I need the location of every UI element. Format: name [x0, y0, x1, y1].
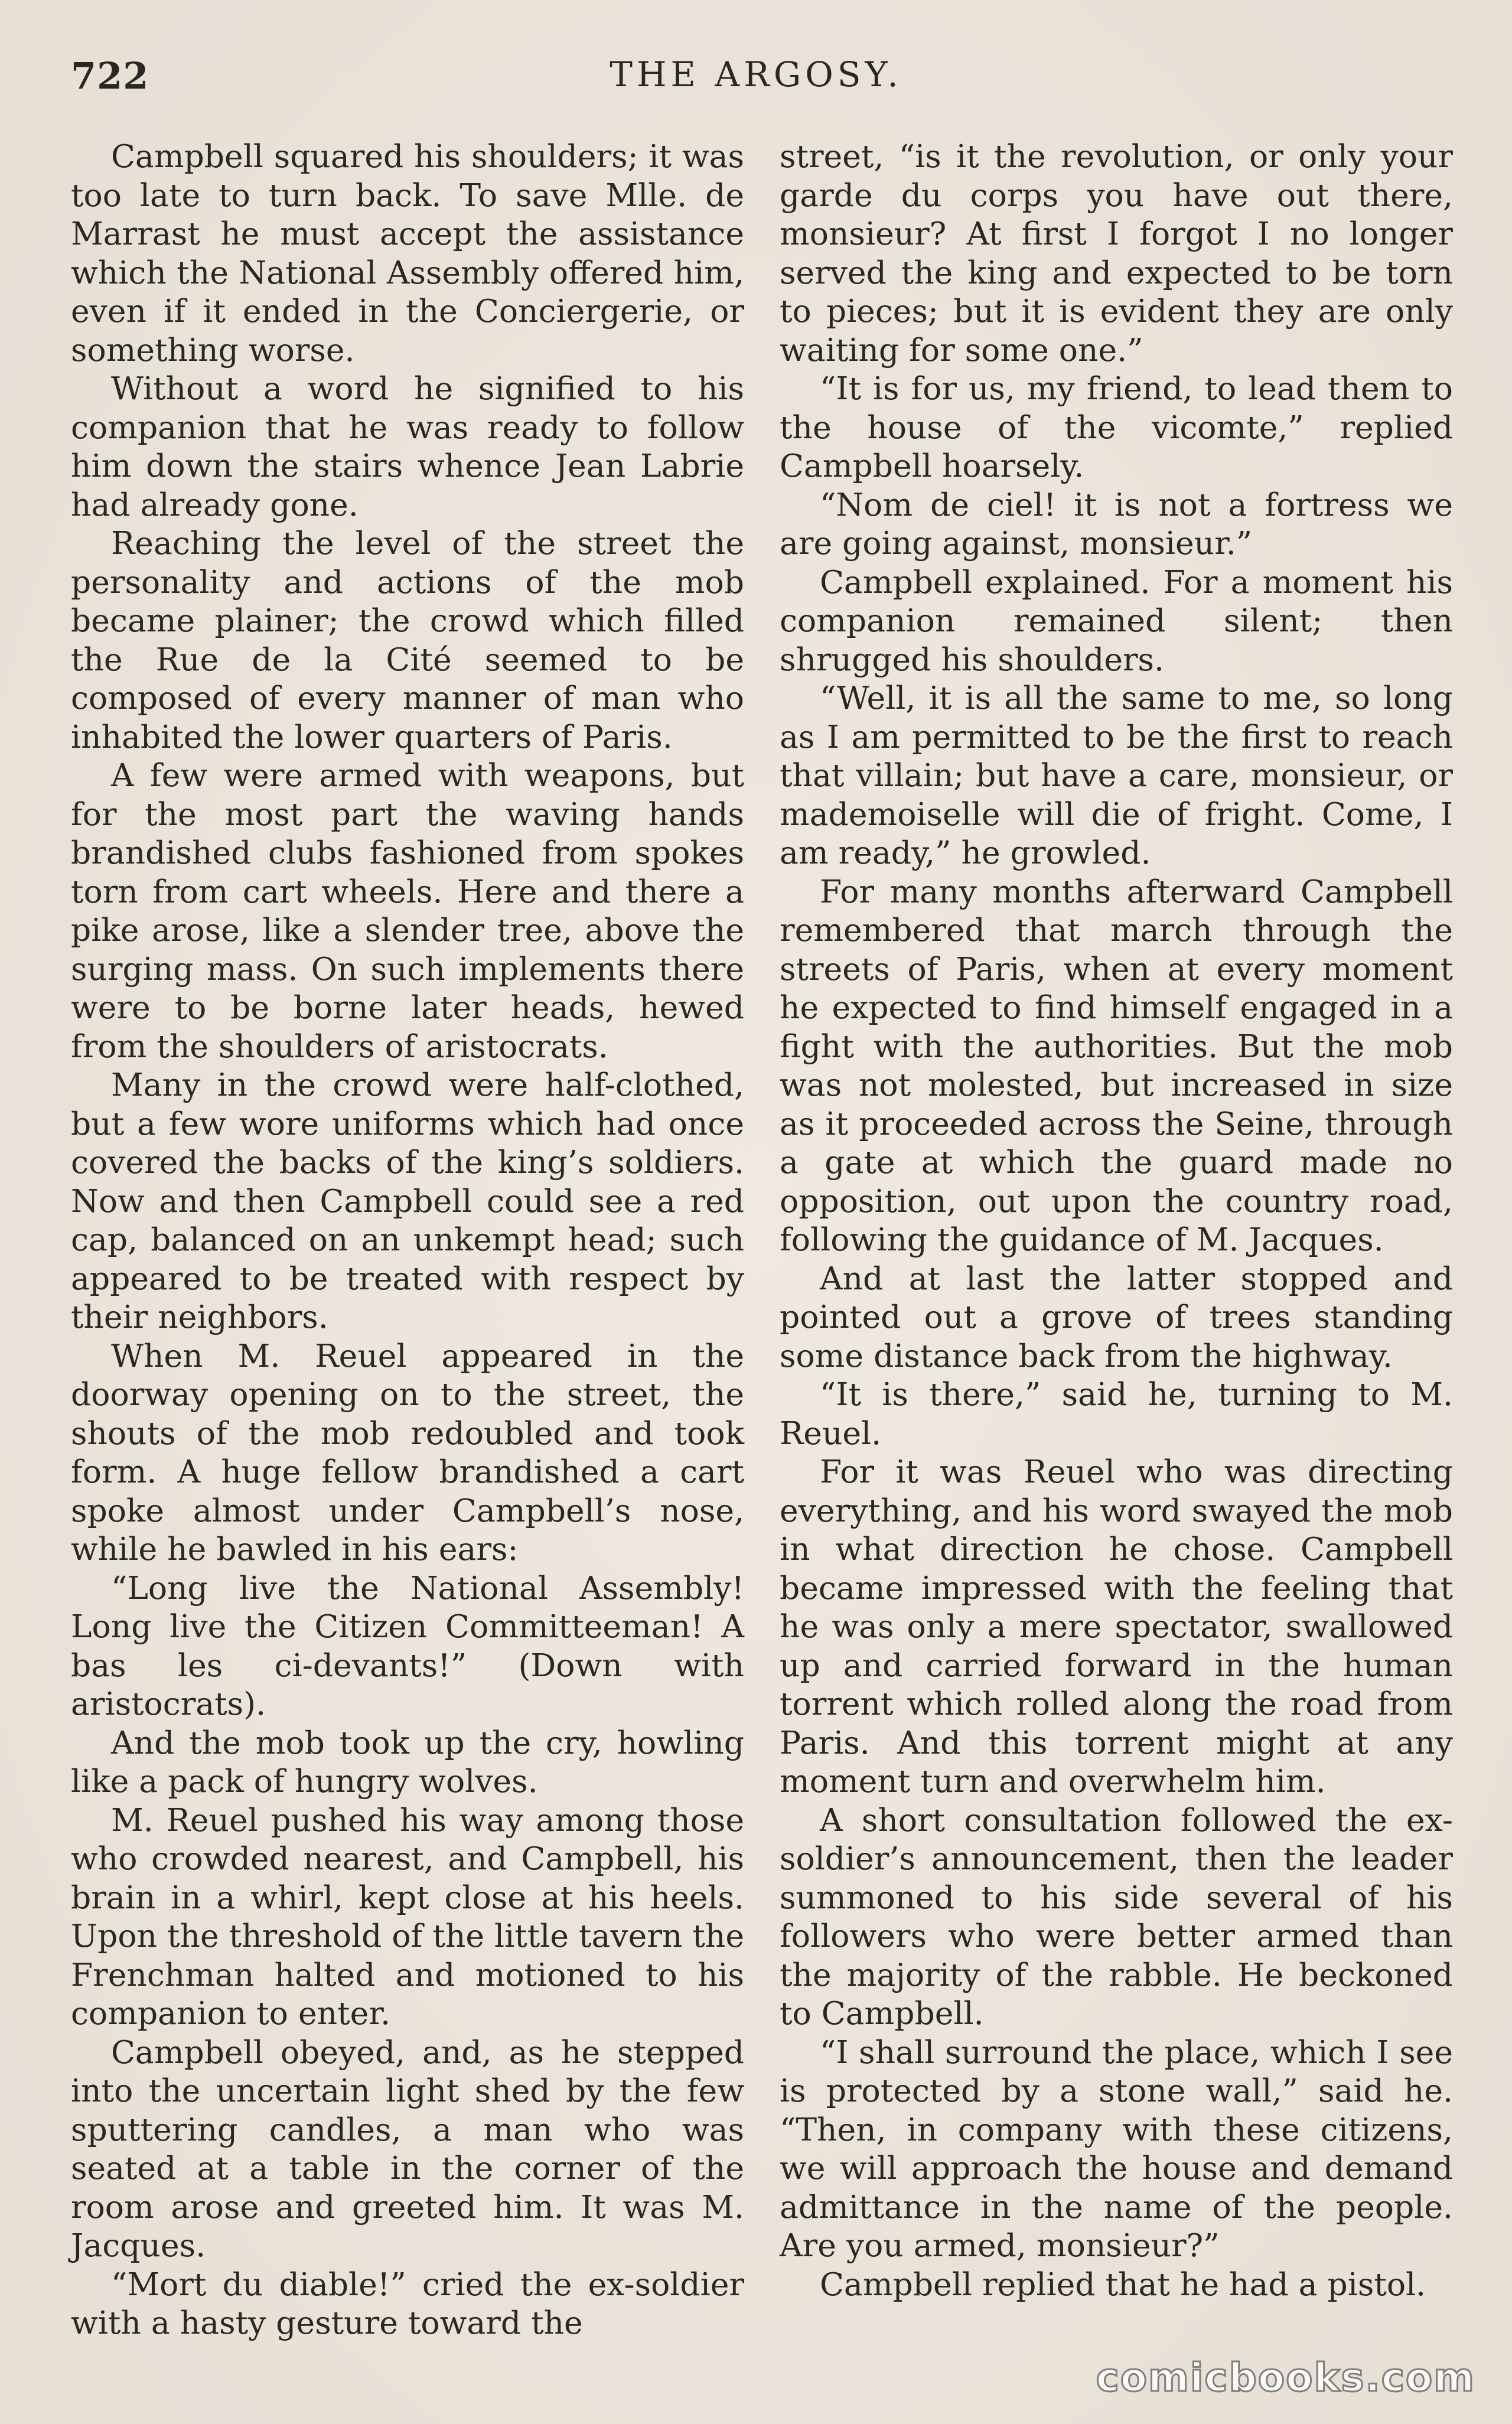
paragraph: Campbell squared his shoulders; it was too late to turn back. To save Mlle. de Marrast he must accept the assistance which the National Assembly offered him, even if it ended in the Conciergerie, or something worse. — [71, 138, 744, 369]
paragraph: “Well, it is all the same to me, so long as I am permitted to be the first to reach that villain; but have a care, monsieur, or mademoiselle will die of fright. Come, I am ready,” he growled. — [780, 679, 1453, 871]
running-title: THE ARGOSY. — [610, 54, 902, 95]
paragraph: Campbell replied that he had a pistol. — [820, 2265, 1426, 2303]
paragraph: For many months afterward Campbell remembered that march through the streets of Paris, when at every moment he expected to find himself engaged in a fight with the authorities. But the mob was not molested, but increased in size as it proceeded across the Seine, through a gate at which the guard made no opposition, out upon the country road, following the guidance of M. Jacques. — [780, 872, 1453, 1258]
paragraph: “Nom de ciel! it is not a fortress we are going against, monsieur.” — [780, 486, 1453, 562]
paragraph: Campbell explained. For a moment his companion remained silent; then shrugged his shoulders. — [780, 563, 1453, 678]
text-columns — [71, 137, 1453, 2358]
paragraph: When M. Reuel appeared in the doorway opening on to the street, the shouts of the mob redoubled and took form. A huge fellow brandished a cart spoke almost under Campbell’s nose, while he bawled in his ears: — [71, 1337, 744, 1568]
paragraph: “It is there,” said he, turning to M. Reuel. — [780, 1376, 1453, 1452]
paragraph: street, “is it the revolution, or only your garde du corps you have out there, monsieur? At first I forgot I no longer served the king and expected to be torn to pieces; but it is evident they are only waiting for some one.” — [780, 138, 1453, 369]
paragraph: A short consultation followed the ex-soldier’s announcement, then the leader summoned to his side several of his followers who were better armed than the majority of the rabble. He beckoned to Campbell. — [780, 1801, 1453, 2032]
paragraph: Campbell obeyed, and, as he stepped into the uncertain light shed by the few sputtering candles, a man who was seated at a table in the corner of the room arose and greeted him. It was M. Jacques. — [71, 2033, 744, 2264]
left-column — [71, 137, 744, 2358]
paragraph: M. Reuel pushed his way among those who crowded nearest, and Campbell, his brain in a whirl, kept close at his heels. Upon the threshold of the little tavern the Frenchman halted and motioned to his companion to enter. — [71, 1801, 744, 2032]
paragraph: For it was Reuel who was directing everything, and his word swayed the mob in what direction he chose. Campbell became impressed with the feeling that he was only a mere spectator, swallowed up and carried forward in the human torrent which rolled along the road from Paris. And this torrent might at any moment turn and overwhelm him. — [780, 1453, 1453, 1800]
page-number: 722 — [71, 54, 149, 97]
paragraph: “I shall surround the place, which I see is protected by a stone wall,” said he. “Then, in company with these citizens, we will approach the house and demand admittance in the name of the people. Are you armed, monsieur?” — [780, 2033, 1453, 2264]
right-column — [780, 137, 1453, 2358]
paragraph: And at last the latter stopped and pointed out a grove of trees standing some distance back from the highway. — [780, 1259, 1453, 1374]
paragraph: A few were armed with weapons, but for the most part the waving hands brandished clubs fashioned from spokes torn from cart wheels. Here and there a pike arose, like a slender tree, above the surging mass. On such implements there were to be borne later heads, hewed from the shoulders of aristocrats. — [71, 757, 744, 1065]
paragraph: “Long live the National Assembly! Long live the Citizen Committeeman! A bas les ci-devants!” (Down with aristocrats). — [71, 1569, 744, 1722]
page-header — [71, 54, 1441, 107]
paragraph: “Mort du diable!” cried the ex-soldier with a hasty gesture toward the — [71, 2265, 744, 2341]
paragraph: “It is for us, my friend, to lead them to the house of the vicomte,” replied Campbell hoarsely. — [780, 370, 1453, 484]
paragraph: Many in the crowd were half-clothed, but a few wore uniforms which had once covered the backs of the king’s soldiers. Now and then Campbell could see a red cap, balanced on an unkempt head; such appeared to be treated with respect by their neighbors. — [71, 1066, 744, 1335]
paragraph: And the mob took up the cry, howling like a pack of hungry wolves. — [71, 1723, 744, 1800]
site-watermark: comicbooks.com — [1096, 2355, 1475, 2400]
paragraph: Without a word he signified to his companion that he was ready to follow him down the stairs whence Jean Labrie had already gone. — [71, 370, 744, 523]
paragraph: Reaching the level of the street the personality and actions of the mob became plainer; the crowd which filled the Rue de la Cité seemed to be composed of every manner of man who inhabited the lower quarters of Paris. — [71, 524, 744, 755]
